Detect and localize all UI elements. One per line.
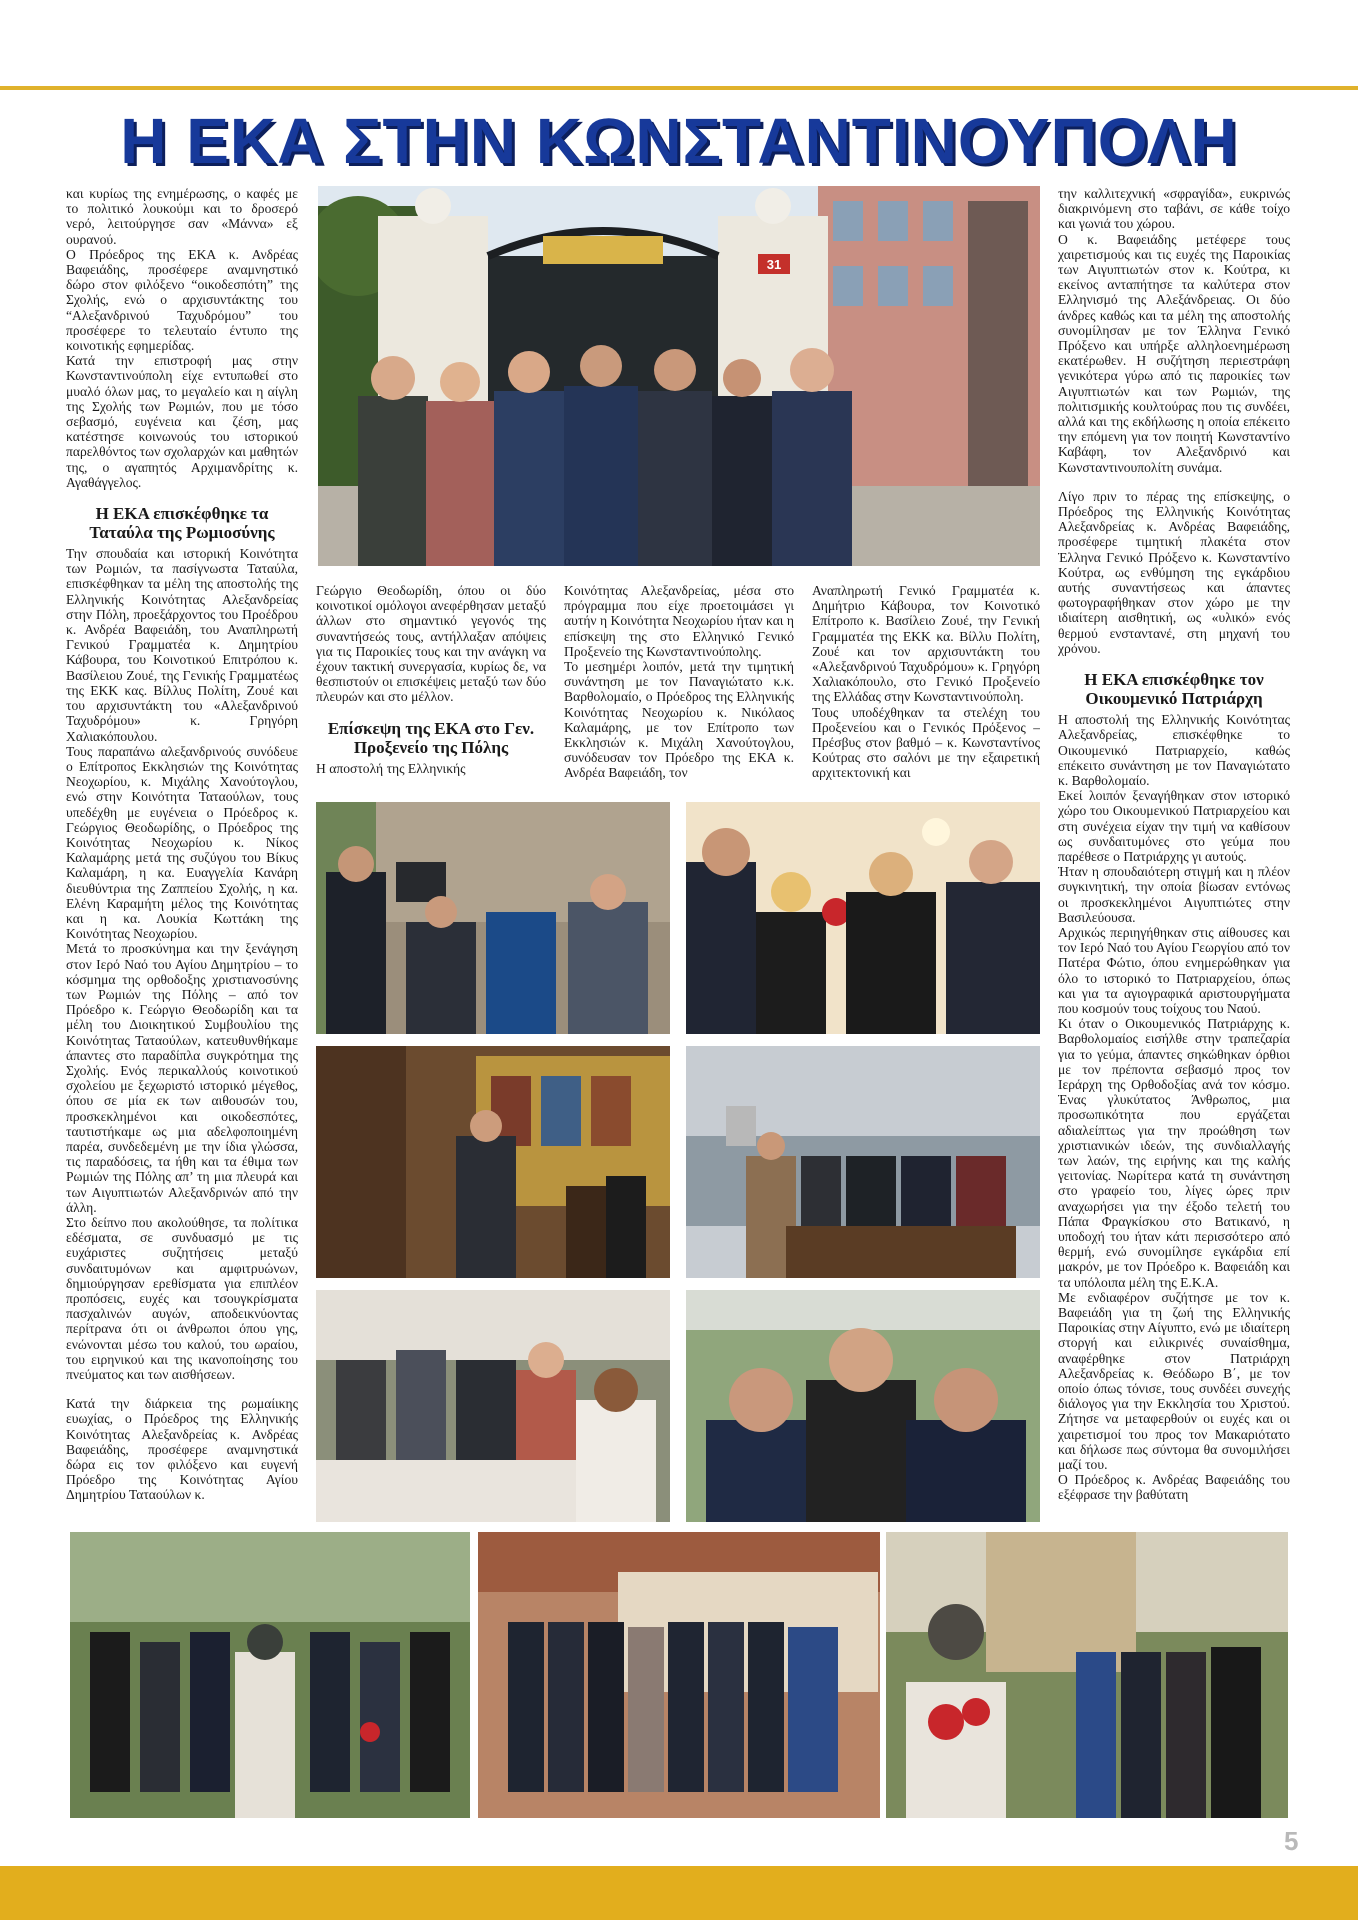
page-headline: Η ΕΚΑ ΣΤΗΝ ΚΩΝΣΤΑΝΤΙΝΟΥΠΟΛΗ	[120, 105, 1238, 177]
right-paragraph: την καλλιτεχνική «σφραγίδα», ευκρινώς διακρινόμενη στο ταβάνι, σε κάθε τοίχο και γωνιά του χώρου.	[1058, 186, 1290, 232]
top-rule	[0, 86, 1358, 90]
right-paragraph: Εκεί λοιπόν ξεναγήθηκαν στον ιστορικό χώρο του Οικουμενικού Πατριαρχείου και στη συνέχεια είχαν την τιμή να καθίσουν ως συνδαιτυμόνες στο γεύμα που παρέθεσε ο Πατριάρχης γι αυτούς.	[1058, 788, 1290, 864]
right-paragraph: Κι όταν ο Οικουμενικός Πατριάρχης κ. Βαρθολομαίος εισήλθε στην τραπεζαρία για το γεύμα, άπαντες σηκώθηκαν όρθιοι με τον πρέποντα σεβασμό προς τον Ιεράρχη της Ορθοδοξίας ανά τον κόσμο. Ένας γλυκύτατος Άνθρωπος, μια προσωπικότητα που εργάζεται αδιαλείπτως για την προώθηση των χριστιανικών ιδεών, της συνδιαλλαγής των λαών, της ειρήνης και της καλής γειτονίας. Νωρίτερα κατά τη συνάντηση στο γραφείο του, λίγες ώρες πριν αναχωρήσει για την έξοδο τελετή του Πάπα Φραγκίσκου στο Βατικανό, η υποδοχή του ήταν κάτι περισσότερο από θερμή, ενώ συνομίλησε εγκάρδια επί μακρόν, με τον Πρόεδρο κ. Βαφειάδη και τα υπόλοιπα μέλη της Ε.Κ.Α.	[1058, 1016, 1290, 1290]
left-paragraph: Κατά την διάρκεια της ρωμαίικης ευωχίας, ο Πρόεδρος της Ελληνικής Κοινότητας Αλεξανδρείας κ. Ανδρέας Βαφειάδης, προσέφερε αναμνηστικά δώρα εις τον φιλόξενο και ευγενή Πρόεδρο της Κοινότητας Αγίου Δημητρίου Ταταούλων κ.	[66, 1396, 298, 1503]
photo-church-speech	[316, 1046, 670, 1278]
left-paragraph: Κατά την επιστροφή μας στην Κωνσταντινούπολη είχε εντυπωθεί στο μυαλό όλων μας, το μεγαλείο και η αίγλη της Σχολής των Ρωμιών, που με τόσο σεβασμό, ευγένεια και ζέση, μας κατέστησε κοινωνούς του ιστορικού παρελθόντος των σχολαρχών και μαθητών της, ο αγαπητός Αρχιμανδρίτης κ. Αγαθάγγελος.	[66, 353, 298, 490]
mid-center-column	[564, 583, 794, 789]
right-paragraph: Λίγο πριν το πέρας της επίσκεψης, ο Πρόεδρος της Ελληνικής Κοινότητας Αλεξανδρείας κ. Ανδρέας Βαφειάδης, προσέφερε τιμητική πλακέτα στον Έλληνα Γενικό Πρόξενο κ. Κωνσταντίνο Κούτρα, ως ενθύμηση της εγκάρδιου αυτής συναντήσεως και άπαντες φωτογραφήθηκαν στον χώρο με την ιδιαίτερη αισθητική, ως «υλικό» ενός θερμού ενσταντανέ, στη μηχανή του χρόνου.	[1058, 488, 1290, 656]
left-column	[66, 186, 298, 1518]
left-paragraph: Την σπουδαία και ιστορική Κοινότητα των Ρωμιών, τα πασίγνωστα Ταταύλα, επισκέφθηκαν τα μέλη της αποστολής της Ελληνικής Κοινότητας Αλεξανδρείας στην Πόλη, προεξάρχοντος του Προέδρου κ. Ανδρέα Βαφειάδη, του Αναπληρωτή Γενικού Γραμματέα κ. Δημητρίου Κάβουρα, του Κοινοτικού Επιτρόπου κ. Βασίλειου Ζουέ, της Γενικής Γραμματέως της ΕΚΚ κας. Βίλλυς Πολίτη, Ζουέ και του αρχισυντάκτη του «Αλεξανδρινού Ταχυδρόμου» κ. Γρηγόρη Χαλιακόπουλου.	[66, 546, 298, 744]
photo-plaque-presentation	[686, 802, 1040, 1034]
mid-paragraph: Αναπληρωτή Γενικό Γραμματέα κ. Δημήτριο Κάβουρα, τον Κοινοτικό Επίτροπο κ. Βασίλειο Ζουέ, την Γενική Γραμματέα της ΕΚΚ κα. Βίλλυ Πολίτη, Ζουέ και τον αρχισυντάκτη του «Αλεξανδρινού Ταχυδρόμου» κ. Γρηγόρη Χαλιακόπουλο, στο Γενικό Προξενείο της Ελλάδας στην Κωνσταντινούπολη.	[812, 583, 1040, 705]
right-paragraph: Με ενδιαφέρον συζήτησε με τον κ. Βαφειάδη για τη ζωή της Ελληνικής Παροικίας στην Αίγυπτο, ενώ με ιδιαίτερη στοργή και ειλικρινές συναίσθημα, αναφέρθηκε στον Πατριάρχη Αλεξανδρείας κ. Θεόδωρο Β΄, με τον οποίο όπως τόνισε, τους συνδέει συνεχής διάλογος για την Εκκλησία του Χριστού. Ζήτησε να μεταφερθούν οι ευχές και οι χαιρετισμοί του προς τον Μακαριότατο και δήλωσε πως σύντομα θα συνομιλήσει μαζί του.	[1058, 1289, 1290, 1473]
right-paragraph: Ήταν η σπουδαιότερη στιγμή και η πλέον συγκινητική, την οποία βίωσαν εντόνως οι προσκεκλημένοι Αιγυπτιώτες στην Βασιλεύουσα.	[1058, 864, 1290, 925]
right-paragraph: Ο Πρόεδρος κ. Ανδρέας Βαφειάδης του εξέφρασε την βαθύτατη	[1058, 1472, 1290, 1503]
hero-photo-school-gate	[318, 186, 1040, 566]
right-paragraph: Ο κ. Βαφειάδης μετέφερε τους χαιρετισμούς και τις ευχές της Παροικίας των Αιγυπτιωτών στον κ. Κούτρα, κι εκείνος ανταπήτησε τα καλύτερα στον Ελληνισμό της Αλεξάνδρειας. Οι δύο άνδρες καθώς και τα μέλη της αποστολής συνομίλησαν με τον Έλληνα Γενικό Πρόξενο και υπήρξε αλληλοενημέρωση εκατέρωθεν. Η συζήτηση περιεστράφη γενικότερα γύρω από τις παροικίες των Αιγυπτιωτών και των Ρωμιών, της πολιτισμικής κουλτούρας που τις συνδέει, αλλά και της εκδήλωσης η οποία επέκειτο την επόμενη για τον ποιητή Κωνσταντίνο Καβάφη, τον Αλεξανδρινό και Κωνσταντινουπολίτη συνάμα.	[1058, 231, 1290, 475]
right-paragraph: Η αποστολή της Ελληνικής Κοινότητας Αλεξανδρείας, επισκέφθηκε το Οικουμενικό Πατριαρχείο, καθώς επέκειτο συνάντηση με τον Παναγιώτατο κ. Βαρθολομαίο.	[1058, 712, 1290, 788]
page-number: 5	[1284, 1826, 1299, 1856]
right-column	[1058, 186, 1290, 1518]
photo-bust-ceremony-clergy	[70, 1532, 470, 1818]
photo-dinner-table	[316, 1290, 670, 1522]
section-heading-consulate: Επίσκεψη της ΕΚΑ στο Γεν. Προξενείο της Πόλης	[327, 718, 535, 757]
mid-paragraph: Κοινότητας Αλεξανδρείας, μέσα στο πρόγραμμα που είχε προετοιμάσει γι αυτήν η Κοινότητα Νεοχωρίου ήταν και η επίσκεψη της στο Ελληνικό Γενικό Προξενείο της Κωνσταντινούπολης.	[564, 583, 794, 659]
mid-right-column	[812, 583, 1040, 789]
left-paragraph: Τους παραπάνω αλεξανδρινούς συνόδευε ο Επίτροπος Εκκλησιών της Κοινότητας Νεοχωρίου, κ. Μιχάλης Χανούτογλου, ενώ στην Κοινότητα Ταταούλων, τους υπεδέχθη με ευγένεια ο Πρόεδρος κ. Γεώργιος Θεοδωρίδης, ο Πρόεδρος της Κοινότητας Νεοχωρίου κ. Νίκος Καλαμάρης μετά της συζύγου του Βίκυς Καλαμάρη, η κα. Ευαγγελία Κανάρη διευθύντρια της Ζαππείου Σχολής, η κα. Ελένη Καραμήτη μέλος της Κοινότητας και η κα. Λουκία Κωττάκη της Κοινότητας Νεοχωρίου.	[66, 743, 298, 942]
mid-paragraph: Γεώργιο Θεοδωρίδη, όπου οι δύο κοινοτικοί ομόλογοι ανεφέρθησαν μεταξύ άλλων στο σημαντικό γεγονός της συναντήσεώς τους, αντήλλαξαν απόψεις για τις Παροικίες τους και την ανάγκη να έχουν τακτική συνεργασία, κυρίως δε, να θεσπιστούν οι επισκέψεις μεταξύ των δύο πλευρών και στο μέλλον.	[316, 583, 546, 705]
gate-number-plate: 31	[766, 257, 782, 272]
left-paragraph: Στο δείπνο που ακολούθησε, τα πολίτικα εδέσματα, σε συνδυασμό με τις ευχάριστες συζητήσεις μεταξύ συνδαιτυμόνων και αμφιτρυώνων, δημιούργησαν ερεθίσματα για επιπλέον προπόσεις, ευχές και τσουγκρίσματα πασχαλινών αυγών, αποδεικνύοντας περίτρανα ότι οι άνθρωποι όπου γης, ενώνονται μέσω του καλού, του ωραίου, του ειρηνικού και της ικανοποίησης του πνεύματος και των αισθήσεων.	[66, 1215, 298, 1383]
photo-bosphorus-terrace	[686, 1046, 1040, 1278]
bottom-band	[0, 1866, 1358, 1920]
mid-left-column	[316, 583, 546, 789]
section-heading-tatavla: Η ΕΚΑ επισκέφθηκε τα Ταταύλα της Ρωμιοσύνης	[89, 504, 275, 543]
photo-bust-wreath	[886, 1532, 1288, 1818]
photo-tv-interview	[316, 802, 670, 1034]
left-paragraph: και κυρίως της ενημέρωσης, ο καφές με το πολιτικό λουκούμι και το δροσερό νερό, λειτούργησε σαν «Μάννα» εξ ουρανού.	[66, 186, 298, 247]
section-heading-patriarch: Η ΕΚΑ επισκέφθηκε τον Οικουμενικό Πατριάρχη	[1084, 670, 1264, 709]
left-paragraph: Ο Πρόεδρος της ΕΚΑ κ. Ανδρέας Βαφειάδης, προσέφερε αναμνηστικό δώρο στον φιλόξενο “οικοδεσπότη” της Σχολής, ενώ ο αρχισυντάκτης του “Αλεξανδρινού Ταχυδρόμου” του προσέφερε το τελευταίο έντυπο της κοινοτικής εφημερίδας.	[66, 246, 298, 354]
mid-paragraph: Η αποστολή της Ελληνικής	[316, 760, 466, 776]
photo-smiling-group	[686, 1290, 1040, 1522]
right-paragraph: Αρχικώς περιηγήθηκαν στις αίθουσες και τον Ιερό Ναό του Αγίου Γεωργίου από τον Πατέρα Φώτιο, όπου ενημερώθηκαν για όλο το ιστορικό το Πατριαρχείου, όπως και για τα αγιογραφικά αριστουργήματα που κοσμούν τους τοίχους του Ναού.	[1058, 924, 1290, 1016]
left-paragraph: Μετά το προσκύνημα και την ξενάγηση στον Ιερό Ναό του Αγίου Δημητρίου – το κόσμημα της ορθοδοξης χριστιανοσύνης των Ρωμιών της Πόλης – από τον Πρόεδρο κ. Γεώργιο Θεοδωρίδη και τα μέλη του Διοικητικού Συμβουλίου της Κοινότητας Ταταούλων, κατευθυνθήκαμε άπαντες στο παραδίπλα συγκρότημα της Σχολής. Ενός περικαλλούς κοινοτικού σχολείου με ξεχωριστό ιστορικό μέγεθος, όπου σε μία εκ των αιθουσών του, προσκεκλημένοι και οικοδεσπότες, ταυτιστήκαμε ως μια αδελφοποιημένη παρέα, συνδεδεμένη με την ίδια γλώσσα, τις παραδόσεις, τα ήθη και τα έθιμα των Ρωμιών της Πόλης απ’ τη μια πλευρά και των Αιγυπτιωτών Αλεξανδρινών από την άλλη.	[66, 941, 298, 1215]
photo-group-courtyard	[478, 1532, 880, 1818]
mid-paragraph: Τους υποδέχθηκαν τα στελέχη του Προξενείου και ο Γενικός Πρόξενος – Πρέσβυς στον βαθμό – κ. Κωνσταντίνος Κούτρας στο σαλόνι με την εξαιρετική αρχιτεκτονική και	[812, 704, 1040, 781]
mid-paragraph: Το μεσημέρι λοιπόν, μετά την τιμητική συνάντηση με τον Παναγιώτατο κ.κ. Βαρθολομαίο, ο Πρόεδρος της Ελληνικής Κοινότητας Νεοχωρίου κ. Νικόλαος Καλαμάρης, με τον Επίτροπο των Εκκλησιών κ. Μιχάλη Χανούτογλου, συνόδευσαν τον Πρόεδρο της ΕΚΑ κ. Ανδρέα Βαφειάδη, τον	[564, 659, 794, 781]
